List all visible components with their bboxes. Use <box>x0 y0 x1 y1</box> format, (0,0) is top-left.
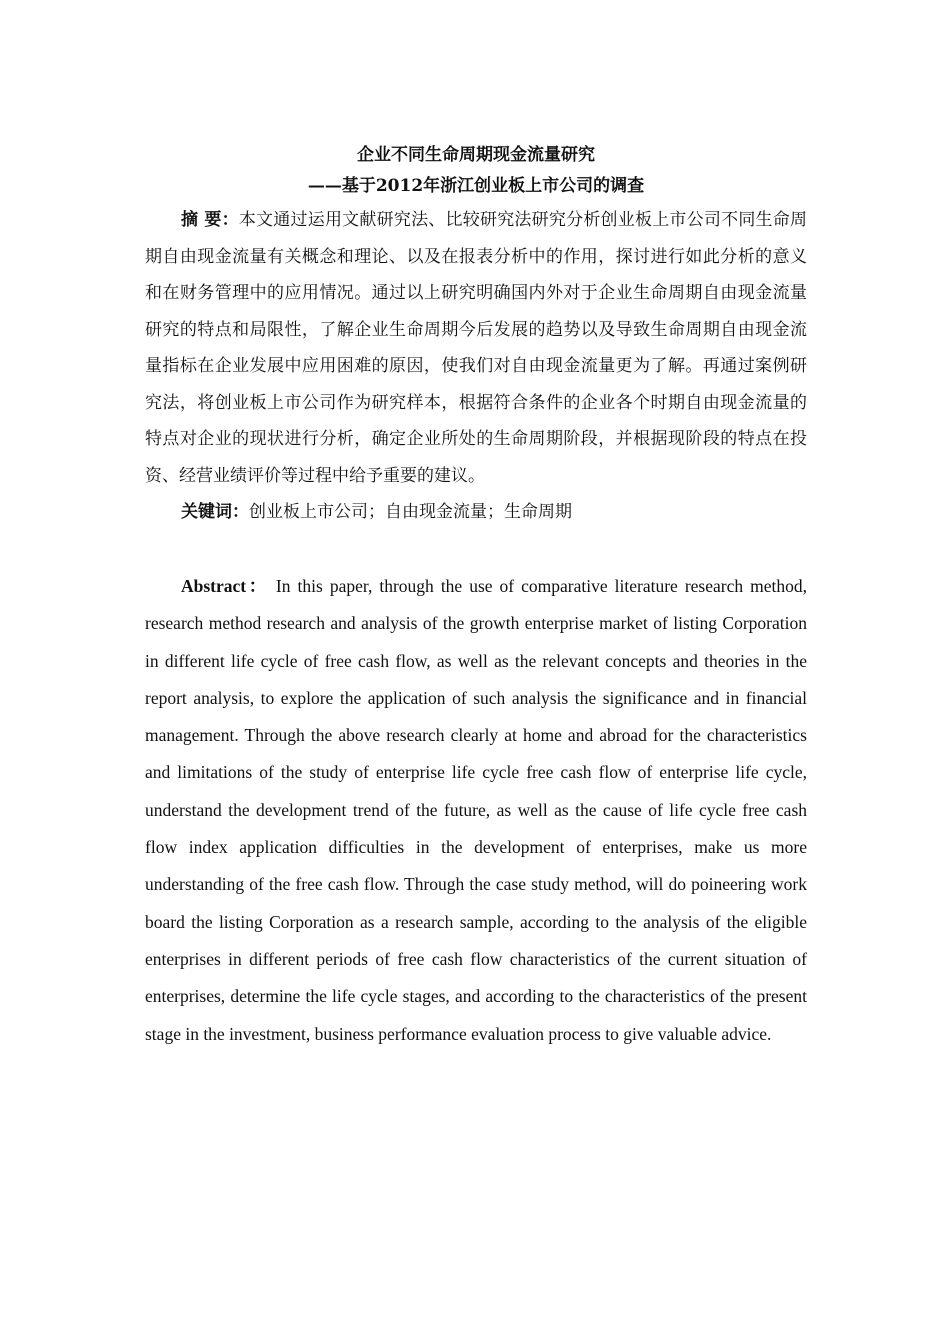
keywords-cn-text: 创业板上市公司；自由现金流量；生命周期 <box>249 502 572 522</box>
keywords-cn-label: 关键词： <box>181 502 249 522</box>
document-page <box>145 140 807 1053</box>
abstract-cn <box>145 202 807 494</box>
paper-subtitle: ——基于2012年浙江创业板上市公司的调查 <box>307 176 645 196</box>
abstract-en <box>145 568 807 1053</box>
abstract-en-label: Abstract： <box>181 576 269 596</box>
paper-title: 企业不同生命周期现金流量研究 <box>357 145 595 165</box>
abstract-cn-label: 摘 要： <box>181 210 239 230</box>
abstract-cn-text: 本文通过运用文献研究法、比较研究法研究分析创业板上市公司不同生命周期自由现金流量有关概念和理论、以及在报表分析中的作用，探讨进行如此分析的意义和在财务管理中的应用情况。通过以上研究明确国内外对于企业生命周期自由现金流量研究的特点和局限性，了解企业生命周期今后发展的趋势以及导致生命周期自由现金流量指标在企业发展中应用困难的原因，使我们对自由现金流量更为了解。再通过案例研究法，将创业板上市公司作为研究样本，根据符合条件的企业各个时期自由现金流量的特点对企业的现状进行分析，确定企业所处的生命周期阶段，并根据现阶段的特点在投资、经营业绩评价等过程中给予重要的建议。 <box>145 210 808 486</box>
keywords-cn <box>145 494 807 530</box>
abstract-en-text: In this paper, through the use of comparative literature research method, research method research and analysis of the growth enterprise market of listing Corporation in different life cycle of free cash flow, as well as the relevant concepts and theories in the report analysis, to explore the application of such analysis the significance and in financial management. Through the above research clearly at home and abroad for the characteristics and limitations of the study of enterprise life cycle free cash flow of enterprise life cycle, understand the development trend of the future, as well as the cause of life cycle free cash flow index application difficulties in the development of enterprises, make us more understanding of the free cash flow. Through the case study method, will do poineering work board the listing Corporation as a research sample, according to the analysis of the eligible enterprises in different periods of free cash flow characteristics of the current situation of enterprises, determine the life cycle stages, and according to the characteristics of the present stage in the investment, business performance evaluation process to give valuable advice. <box>145 576 807 1044</box>
